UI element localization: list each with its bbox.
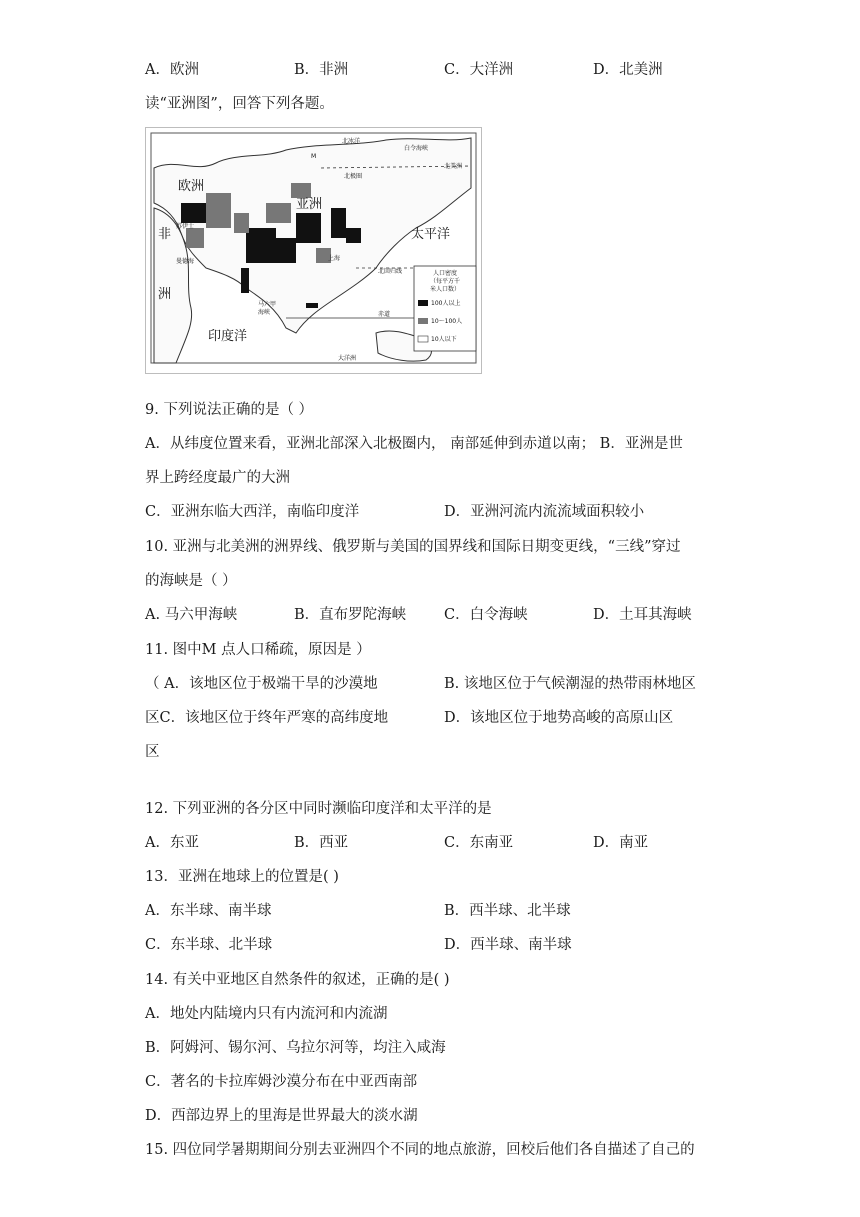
q15-stem: 15. 四位同学暑期期间分别去亚洲四个不同的地点旅游，回校后他们各自描述了自己的: [145, 1142, 695, 1158]
map-svg: [146, 128, 481, 373]
label-europe: 欧洲: [178, 179, 205, 194]
q8-option-b: B．非洲: [294, 62, 349, 78]
q10-option-a: A. 马六甲海峡: [145, 607, 238, 623]
label-africa-2: 洲: [158, 287, 172, 302]
q10-stem-cont: 的海峡是（ ）: [145, 573, 237, 589]
q11-option-a: （ A．该地区位于极端干旱的沙漠地: [145, 676, 378, 692]
label-suez: 苏伊士: [176, 223, 195, 230]
q13-option-a: A．东半球、南半球: [145, 903, 272, 919]
legend-item-low: 10人以下: [431, 336, 457, 343]
q11-option-b: B. 该地区位于气候潮湿的热带雨林地区: [444, 676, 696, 692]
legend-title: 人口密度: [432, 270, 458, 277]
q14-option-a: A．地处内陆境内只有内流河和内流湖: [145, 1006, 388, 1022]
q10-option-c: C．白令海峡: [444, 607, 528, 623]
q11-tail: 区: [145, 744, 160, 760]
q10-option-d: D．土耳其海峡: [593, 607, 692, 623]
label-indian-ocean: 印度洋: [208, 329, 248, 344]
label-m-point: M: [311, 153, 317, 160]
q11-stem: 11. 图中M 点人口稀疏，原因是 ）: [145, 642, 371, 658]
q8-option-c: C．大洋洲: [444, 62, 514, 78]
q9-option-c: C．亚洲东临大西洋，南临印度洋: [145, 504, 360, 520]
q13-option-c: C．东半球、北半球: [145, 937, 273, 953]
q14-option-c: C．著名的卡拉库姆沙漠分布在中亚西南部: [145, 1074, 418, 1090]
q14-option-b: B．阿姆河、锡尔河、乌拉尔河等，均注入咸海: [145, 1040, 446, 1056]
legend-item-high: 100人以上: [431, 300, 461, 307]
q10-option-b: B．直布罗陀海峡: [294, 607, 407, 623]
label-arctic-ocean: 北冰洋: [342, 138, 361, 145]
q9-option-a-b: A．从纬度位置来看，亚洲北部深入北极圈内， 南部延伸到赤道以南； B．亚洲是世: [145, 436, 683, 452]
label-oceania: 大洋洲: [338, 355, 357, 362]
label-pacific: 太平洋: [411, 227, 451, 242]
label-africa-1: 非: [158, 227, 172, 242]
label-north-america: 北美洲: [444, 163, 463, 170]
label-mandeb: 曼德海: [176, 258, 195, 265]
q13-stem: 13．亚洲在地球上的位置是( ): [145, 869, 339, 885]
legend-subtitle-2: 米人口数）: [429, 286, 461, 293]
q8-option-a: A．欧洲: [145, 62, 199, 78]
label-equator: 赤道: [378, 311, 391, 318]
q12-option-d: D．南亚: [593, 835, 649, 851]
q9-option-d: D．亚洲河流内流流域面积较小: [444, 504, 645, 520]
q8-option-d: D．北美洲: [593, 62, 663, 78]
q12-option-c: C．东南亚: [444, 835, 514, 851]
asia-population-map: [145, 127, 482, 374]
q10-stem: 10. 亚洲与北美洲的洲界线、俄罗斯与美国的国界线和国际日期变更线，“三线”穿过: [145, 539, 681, 555]
q11-option-c: 区C．该地区位于终年严寒的高纬度地: [145, 710, 389, 726]
q13-option-b: B．西半球、北半球: [444, 903, 571, 919]
q11-option-d: D．该地区位于地势高峻的高原山区: [444, 710, 674, 726]
legend-swatch-high: [418, 300, 428, 306]
q14-stem: 14. 有关中亚地区自然条件的叙述，正确的是( ): [145, 972, 450, 988]
legend-swatch-mid: [418, 318, 428, 324]
legend-swatch-low: [418, 336, 428, 342]
label-bering: 白令海峡: [404, 145, 429, 152]
legend-subtitle-1: （每平方千: [429, 278, 461, 285]
legend-item-mid: 10～100人: [431, 318, 463, 325]
q13-option-d: D．西半球、南半球: [444, 937, 572, 953]
q12-stem: 12. 下列亚洲的各分区中同时濒临印度洋和太平洋的是: [145, 801, 492, 817]
label-arctic-circle: 北极圈: [344, 173, 363, 180]
q14-option-d: D．西部边界上的里海是世界最大的淡水湖: [145, 1108, 418, 1124]
label-tropic: 北回归线: [378, 268, 403, 275]
label-malacca-2: 海峡: [258, 309, 271, 316]
q9-option-b-cont: 界上跨经度最广的大洲: [145, 470, 290, 486]
label-asia: 亚洲: [296, 197, 323, 212]
label-malacca-1: 马六甲: [258, 301, 277, 308]
q12-option-a: A．东亚: [145, 835, 199, 851]
q9-stem: 9. 下列说法正确的是（ ）: [145, 402, 314, 418]
section-intro: 读“亚洲图”，回答下列各题。: [145, 96, 334, 112]
q12-option-b: B．西亚: [294, 835, 349, 851]
label-shanghai: 上海: [328, 255, 341, 262]
